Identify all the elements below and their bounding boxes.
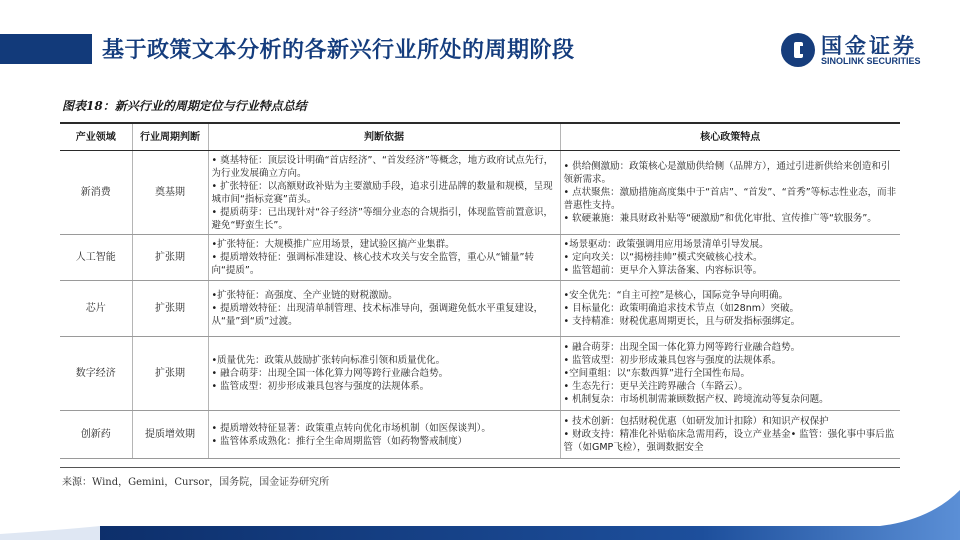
- policy-item: •空间重组：以“东数西算”进行全国性布局。: [563, 368, 750, 379]
- table-header-row: [60, 124, 900, 151]
- row-policy: [560, 281, 900, 337]
- row-field: 人工智能: [60, 235, 132, 281]
- row-basis: [208, 235, 560, 281]
- row-basis: [208, 411, 560, 459]
- row-basis: [208, 151, 560, 235]
- source-note: 来源：Wind，Gemini，Cursor，国务院，国金证券研究所: [62, 477, 330, 488]
- basis-item: • 奠基特征：顶层设计明确“首店经济”、“首发经济”等概念，地方政府试点先行，为行业发展确立方向。: [211, 154, 554, 179]
- policy-item: • 支持精准：财税优惠周期更长，且与研发指标强绑定。: [563, 316, 801, 327]
- policy-item: • 定向攻关：以“揭榜挂帅”模式突破核心技术。: [563, 252, 763, 263]
- basis-item: • 监管成型：初步形成兼具包容与强度的法规体系。: [211, 381, 430, 392]
- basis-item: • 提质萌芽：已出现针对“谷子经济”等细分业态的合规指引，体现监管前置意识，避免“野蛮生长”。: [211, 206, 553, 231]
- policy-item: • 软硬兼施：兼具财政补贴等“硬激励”和优化审批、宣传推广等“软服务”。: [563, 213, 877, 224]
- basis-item: •质量优先：政策从鼓励扩张转向标准引领和质量优化。: [211, 355, 446, 366]
- industry-cycle-table: [60, 124, 900, 459]
- title-accent-bar: [0, 34, 92, 64]
- row-field: 芯片: [60, 281, 132, 337]
- row-policy: [560, 337, 900, 411]
- table-row: [60, 411, 900, 459]
- policy-item: • 监管超前：更早介入算法备案、内容标识等。: [563, 265, 763, 276]
- basis-item: • 扩张特征：以高额财政补贴为主要激励手段，追求引进品牌的数量和规模，呈现城市间“指标竞赛”苗头。: [211, 180, 553, 205]
- row-stage: 提质增效期: [132, 411, 208, 459]
- table-row: [60, 151, 900, 235]
- policy-item: • 供给侧激励：政策核心是激励供给侧（品牌方），通过引进新供给来创造和引领新需求。: [563, 161, 891, 185]
- row-policy: [560, 411, 900, 459]
- policy-item: •场景驱动：政策强调用应用场景清单引导发展。: [563, 239, 769, 250]
- company-logo: [780, 30, 950, 70]
- row-stage: 扩张期: [132, 281, 208, 337]
- header-stage: 行业周期判断: [132, 124, 208, 151]
- logo-en-text: SINOLINK SECURITIES: [821, 56, 921, 66]
- policy-item: •安全优先：“自主可控”是核心，国际竞争导向明确。: [563, 290, 788, 301]
- row-basis: [208, 281, 560, 337]
- table-caption: 图表18：新兴行业的周期定位与行业特点总结: [62, 99, 307, 113]
- table-row: [60, 235, 900, 281]
- row-stage: 扩张期: [132, 337, 208, 411]
- header-basis: 判断依据: [208, 124, 560, 151]
- row-stage: 扩张期: [132, 235, 208, 281]
- policy-item: • 生态先行：更早关注跨界融合（车路云）。: [563, 381, 748, 392]
- policy-item: • 财政支持：精准化补贴临床急需用药，设立产业基金• 监管：强化事中事后监管（如GMP飞检），强调数据安全: [563, 429, 895, 453]
- basis-item: • 监管体系成熟化：推行全生命周期监管（如药物警戒制度）: [211, 435, 468, 447]
- policy-item: • 目标量化：政策明确追求技术节点（如28nm）突破。: [563, 303, 799, 314]
- row-basis: [208, 337, 560, 411]
- logo-mark-icon: [780, 32, 816, 68]
- page-title: 基于政策文本分析的各新兴行业所处的周期阶段: [102, 38, 575, 63]
- row-field: 数字经济: [60, 337, 132, 411]
- table-row: [60, 281, 900, 337]
- logo-cn-text: 国金证券: [821, 34, 917, 58]
- basis-item: • 提质增效特征：出现清单制管理、技术标准导向，强调避免低水平重复建设，从“量”到“质”过渡。: [211, 303, 544, 327]
- row-policy: [560, 235, 900, 281]
- row-policy: [560, 151, 900, 235]
- header-field: 产业领域: [60, 124, 132, 151]
- footer-decoration: [0, 490, 960, 540]
- policy-item: • 融合萌芽：出现全国一体化算力网等跨行业融合趋势。: [563, 342, 801, 353]
- row-field: 创新药: [60, 411, 132, 459]
- basis-item: • 提质增效特征：强调标准建设、核心技术攻关与安全监管，重心从“铺量”转向“提质”。: [211, 252, 534, 276]
- policy-item: • 点状聚焦：激励措施高度集中于“首店”、“首发”、“首秀”等标志性业态，而非普惠性支持。: [563, 187, 897, 211]
- basis-item: • 融合萌芽：出现全国一体化算力网等跨行业融合趋势。: [211, 368, 449, 379]
- basis-item: •扩张特征：大规模推广应用场景，建试验区搞产业集群。: [211, 239, 455, 250]
- source-divider: [60, 467, 900, 468]
- table-row: [60, 337, 900, 411]
- row-stage: 奠基期: [132, 151, 208, 235]
- row-field: 新消费: [60, 151, 132, 235]
- policy-item: • 监管成型：初步形成兼具包容与强度的法规体系。: [563, 355, 782, 366]
- policy-item: • 机制复杂：市场机制需兼顾数据产权、跨境流动等复杂问题。: [563, 394, 829, 405]
- header-policy: 核心政策特点: [560, 124, 900, 151]
- policy-item: • 技术创新：包括财税优惠（如研发加计扣除）和知识产权保护: [563, 416, 829, 427]
- basis-item: •扩张特征：高强度、全产业链的财税激励。: [211, 290, 398, 301]
- basis-item: • 提质增效特征显著：政策重点转向优化市场机制（如医保谈判）。: [211, 422, 491, 434]
